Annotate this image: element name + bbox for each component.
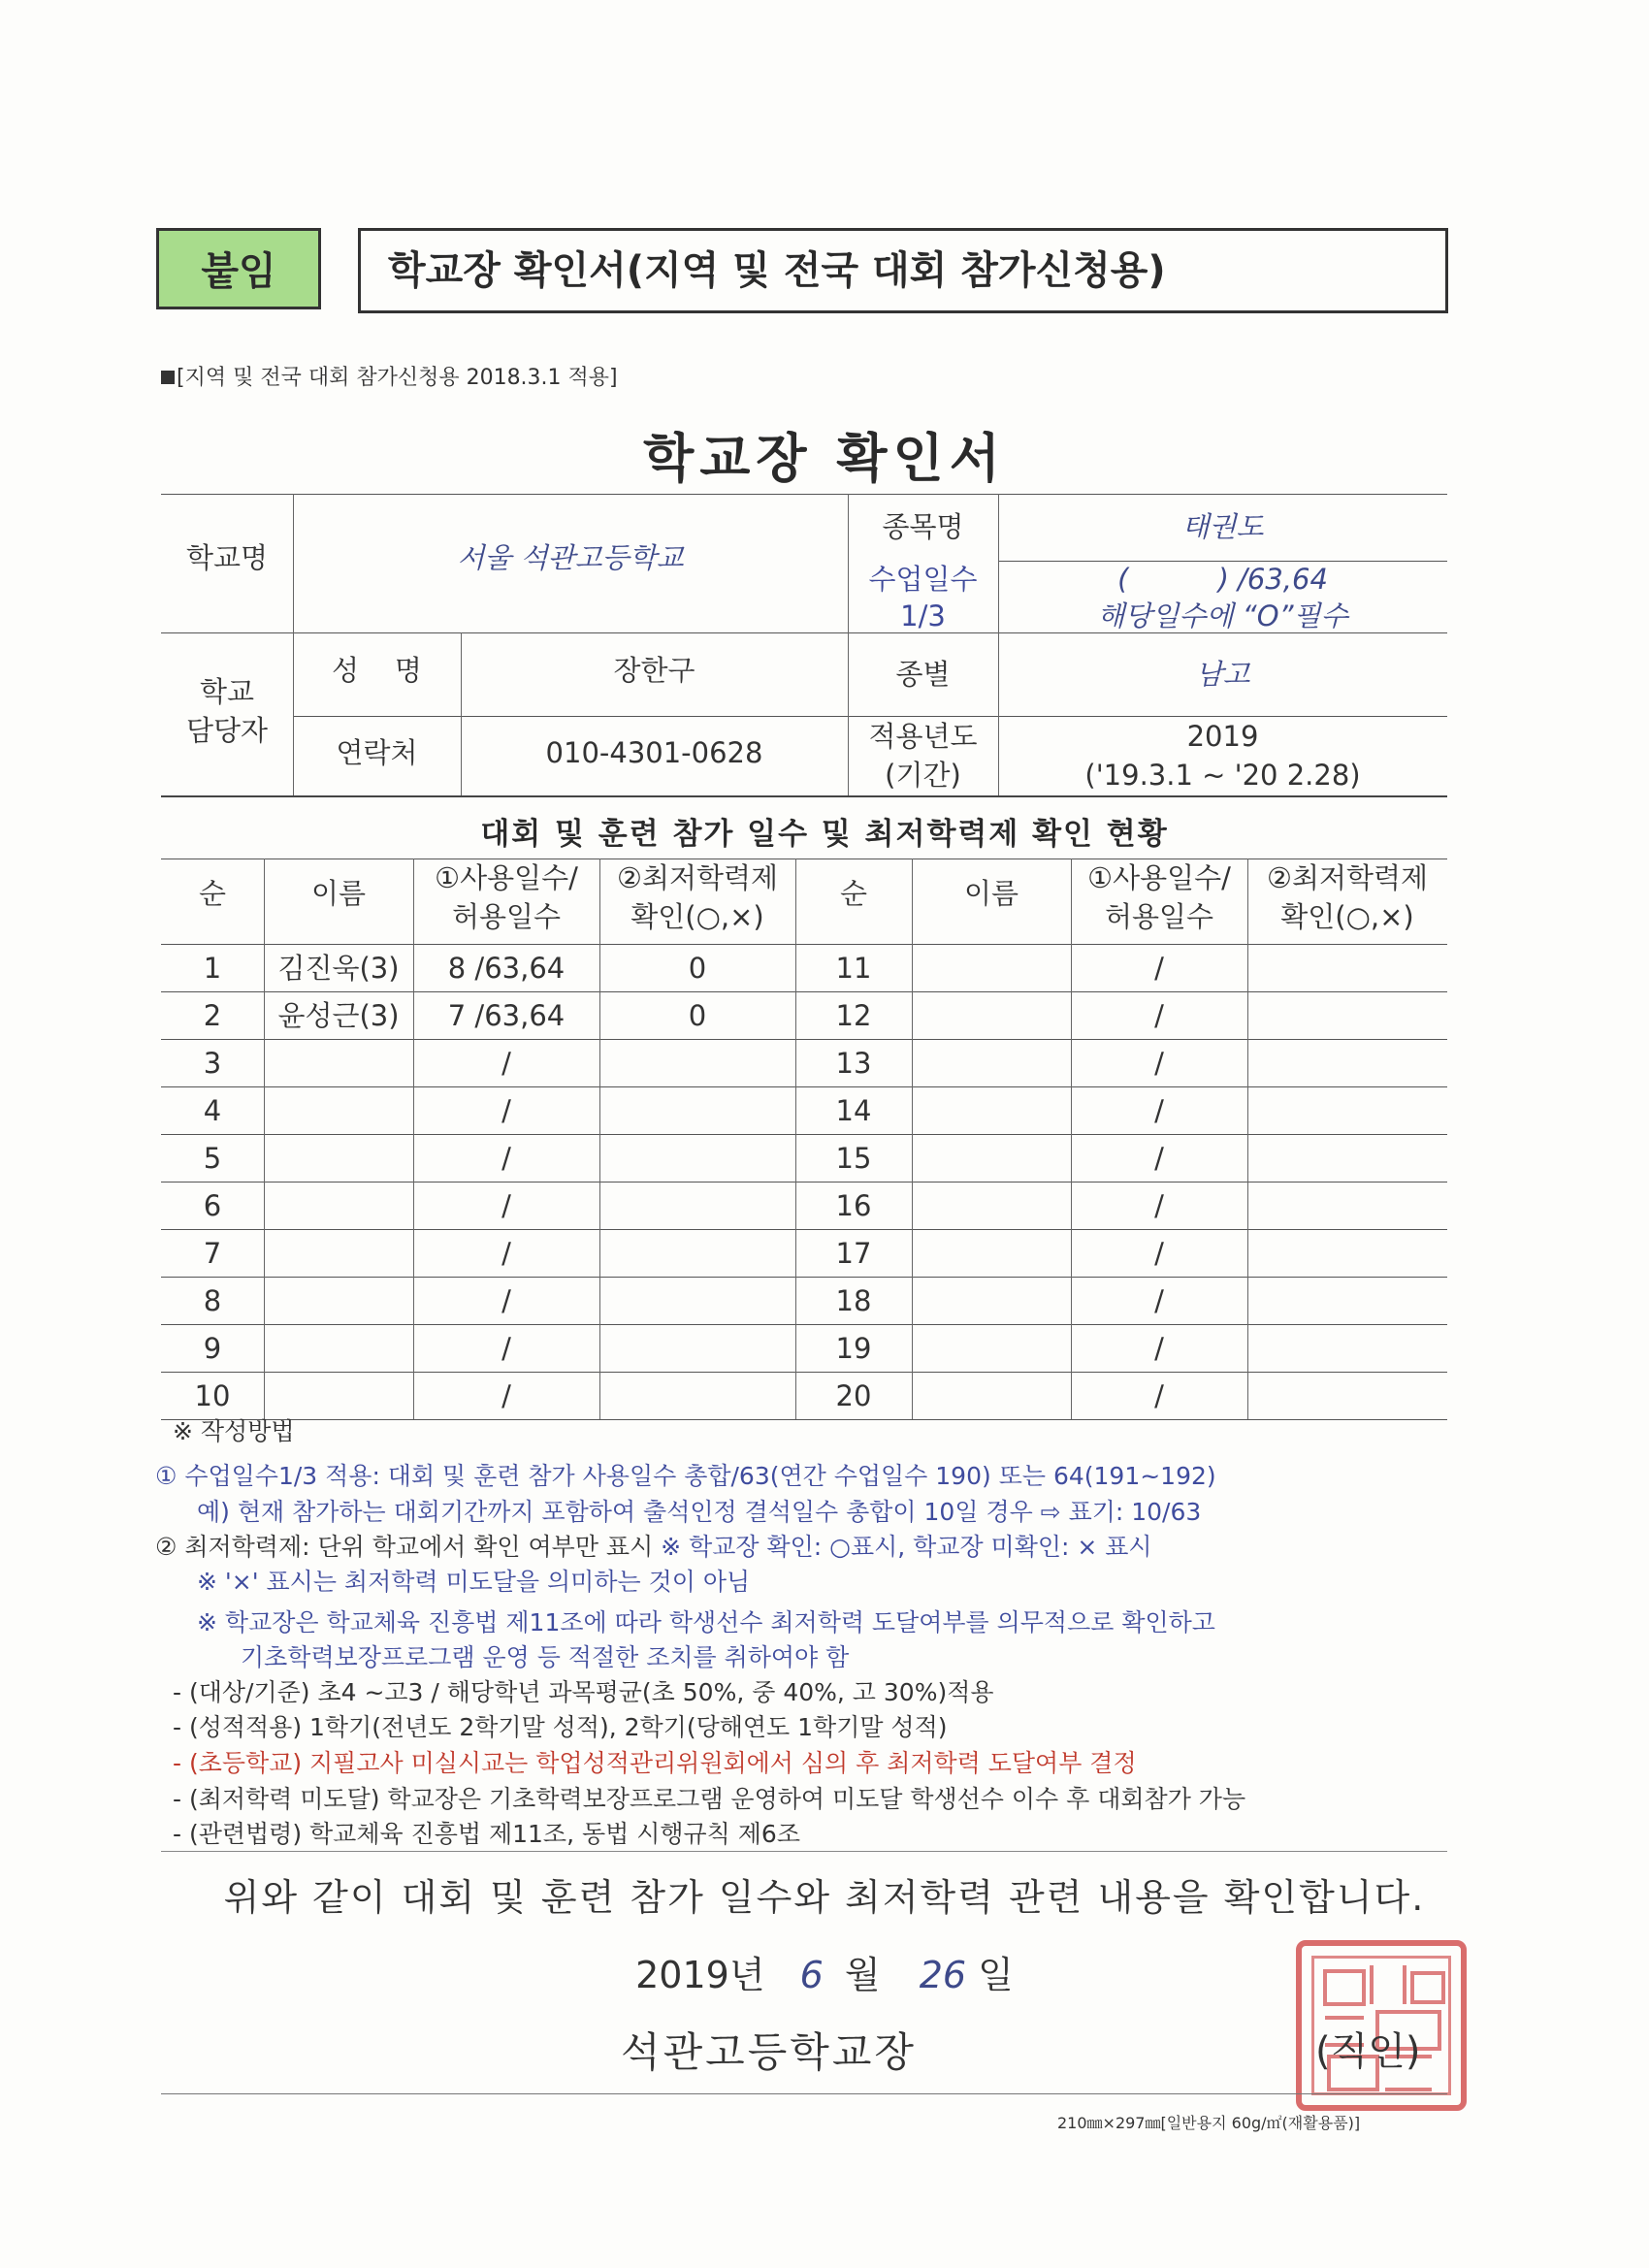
- row-number: 12: [835, 999, 872, 1032]
- applicability-text: [지역 및 전국 대회 참가신청용 2018.3.1 적용]: [177, 366, 618, 390]
- class-days-instruction: 해당일수에 “O”필수: [1097, 599, 1348, 632]
- table-border: [161, 1419, 1447, 1420]
- used-days: /: [501, 1189, 511, 1222]
- footer-line: [161, 2093, 1447, 2094]
- table-border: [161, 1372, 1447, 1373]
- signer-title: 석관고등학교장: [621, 2028, 918, 2076]
- period-value: ('19.3.1 ~ '20 2.28): [1084, 759, 1361, 792]
- square-bullet-icon: [161, 371, 175, 384]
- row-number: 10: [194, 1379, 231, 1412]
- row-number: 7: [203, 1237, 222, 1270]
- staff-name-value: 장한구: [613, 654, 695, 687]
- school-label: 학교명: [185, 541, 269, 574]
- class-days-value: ( ) /63,64: [1117, 563, 1328, 596]
- note-4: ※ 학교장은 학교체육 진흥법 제11조에 따라 학생선수 최저학력 도달여부를 의무적으로 확인하고: [197, 1608, 1215, 1636]
- row-number: 2: [203, 999, 222, 1032]
- row-number: 3: [203, 1047, 222, 1080]
- paper-spec: 210㎜×297㎜[일반용지 60g/㎡(재활용품)]: [1057, 2114, 1361, 2132]
- school-value: 서울 석관고등학교: [457, 541, 684, 574]
- table-border: [161, 494, 1447, 495]
- used-days: /: [1154, 1047, 1164, 1080]
- row-number: 4: [203, 1094, 222, 1127]
- note-1-example: 예) 현재 참가하는 대회기간까지 포함하여 출석인정 결석일수 총합이 10일 경우 ⇨ 표기: 10/63: [197, 1498, 1202, 1526]
- header-name-right: 이름: [963, 877, 1019, 910]
- section-title: 대회 및 훈련 참가 일수 및 최저학력제 확인 현황: [480, 817, 1169, 852]
- class-days-fraction: 1/3: [900, 599, 946, 632]
- row-number: 8: [203, 1284, 222, 1317]
- table-border: [161, 795, 1447, 797]
- note-2-text: ② 최저학력제: 단위 학교에서 확인 여부만 표시: [155, 1533, 662, 1561]
- note-2: [155, 1530, 1152, 1565]
- date-day-unit: 일: [978, 1954, 1014, 1996]
- page-title: 학교장 확인서: [643, 428, 1006, 489]
- header-used-left-1: ①사용일수/: [435, 861, 578, 894]
- row-number: 16: [835, 1189, 872, 1222]
- row-number: 14: [835, 1094, 872, 1127]
- header-min-left-1: ②최저학력제: [616, 861, 779, 894]
- row-number: 17: [835, 1237, 872, 1270]
- year-value: 2019: [1186, 720, 1259, 753]
- used-days: /: [501, 1094, 511, 1127]
- row-number: 5: [203, 1142, 222, 1175]
- table-border: [161, 1086, 1447, 1087]
- note-2-marks: ※ 학교장 확인: ○표시, 학교장 미확인: × 표시: [661, 1533, 1152, 1561]
- date-year: 2019년: [635, 1954, 765, 1996]
- gender-value: 남고: [1195, 658, 1250, 691]
- student-name: 윤성근(3): [277, 999, 400, 1032]
- used-days: /: [501, 1332, 511, 1365]
- used-days: /: [501, 1284, 511, 1317]
- note-5: - (대상/기준) 초4 ~고3 / 해당학년 과목평균(초 50%, 중 40%, 고 30%)적용: [173, 1678, 994, 1706]
- date-day: 26: [919, 1954, 967, 1996]
- table-border: [293, 716, 1447, 717]
- header-min-left-2: 확인(○,×): [630, 900, 764, 933]
- table-border: [161, 1182, 1447, 1183]
- table-border: [161, 1134, 1447, 1135]
- row-number: 13: [835, 1047, 872, 1080]
- sport-value: 태권도: [1181, 510, 1264, 543]
- table-border: [264, 859, 265, 1419]
- row-number: 1: [203, 952, 222, 985]
- applicability-note: [161, 361, 618, 391]
- used-days: /: [1154, 1142, 1164, 1175]
- used-days: /: [1154, 999, 1164, 1032]
- note-9: - (관련법령) 학교체육 진흥법 제11조, 동법 시행규칙 제6조: [173, 1820, 800, 1848]
- used-days: /: [1154, 1237, 1164, 1270]
- note-8: - (최저학력 미도달) 학교장은 기초학력보장프로그램 운영하여 미도달 학생선수 이수 후 대회참가 가능: [173, 1785, 1246, 1813]
- row-number: 18: [835, 1284, 872, 1317]
- table-border: [1247, 859, 1248, 1419]
- header-name-left: 이름: [310, 877, 367, 910]
- gender-label: 종별: [895, 658, 951, 691]
- header-used-left-2: 허용일수: [451, 900, 562, 933]
- table-border: [161, 1324, 1447, 1325]
- header-used-right-1: ①사용일수/: [1087, 861, 1231, 894]
- table-border: [161, 944, 1447, 945]
- used-days: /: [1154, 1379, 1164, 1412]
- table-border: [161, 1229, 1447, 1230]
- table-border: [161, 991, 1447, 992]
- table-border: [161, 1277, 1447, 1278]
- contact-label: 연락처: [336, 736, 418, 769]
- class-days-label: 수업일수: [868, 563, 978, 596]
- notes-heading: ※ 작성방법: [173, 1417, 295, 1445]
- row-number: 15: [835, 1142, 872, 1175]
- used-days: /: [1154, 1332, 1164, 1365]
- row-number: 19: [835, 1332, 872, 1365]
- row-number: 20: [835, 1379, 872, 1412]
- note-7: - (초등학교) 지필고사 미실시교는 학업성적관리위원회에서 심의 후 최저학력 도달여부 결정: [173, 1749, 1137, 1777]
- attachment-badge: 붙임: [156, 228, 321, 309]
- used-days: /: [501, 1142, 511, 1175]
- used-days: /: [501, 1047, 511, 1080]
- note-1: ① 수업일수1/3 적용: 대회 및 훈련 참가 사용일수 총합/63(연간 수업일수 190) 또는 64(191~192): [155, 1462, 1216, 1490]
- row-number: 6: [203, 1189, 222, 1222]
- contact-value: 010-4301-0628: [545, 736, 763, 769]
- confirmation-statement: 위와 같이 대회 및 훈련 참가 일수와 최저학력 관련 내용을 확인합니다.: [223, 1876, 1426, 1919]
- seal-label: (직인): [1315, 2029, 1421, 2074]
- header-no-left: 순: [198, 877, 226, 910]
- used-days: /: [1154, 1189, 1164, 1222]
- note-4-cont: 기초학력보장프로그램 운영 등 적절한 조치를 취하여야 함: [241, 1643, 850, 1671]
- used-days: /: [1154, 1284, 1164, 1317]
- date-month: 6: [799, 1954, 824, 1996]
- year-label-line2: (기간): [885, 759, 961, 792]
- header-min-right-2: 확인(○,×): [1280, 900, 1414, 933]
- row-number: 9: [203, 1332, 222, 1365]
- table-border: [161, 1039, 1447, 1040]
- year-label-line1: 적용년도: [868, 720, 978, 753]
- note-3: ※ '×' 표시는 최저학력 미도달을 의미하는 것이 아님: [197, 1568, 751, 1596]
- header-min-right-1: ②최저학력제: [1266, 861, 1429, 894]
- document-header-title: 학교장 확인서(지역 및 전국 대회 참가신청용): [358, 228, 1448, 313]
- staff-label-line2: 담당자: [185, 714, 269, 747]
- divider: [161, 1851, 1447, 1852]
- table-border: [599, 859, 600, 1419]
- min-grade-check: 0: [688, 999, 707, 1032]
- used-days: 8 /63,64: [447, 952, 566, 985]
- header-used-right-2: 허용일수: [1104, 900, 1214, 933]
- used-days: 7 /63,64: [447, 999, 566, 1032]
- used-days: /: [1154, 952, 1164, 985]
- name-label: 성 명: [332, 654, 422, 687]
- staff-label-line1: 학교: [199, 675, 255, 708]
- used-days: /: [501, 1237, 511, 1270]
- student-name: 김진욱(3): [277, 952, 400, 985]
- used-days: /: [1154, 1094, 1164, 1127]
- note-6: - (성적적용) 1학기(전년도 2학기말 성적), 2학기(당해연도 1학기말 성적): [173, 1713, 948, 1741]
- row-number: 11: [835, 952, 872, 985]
- used-days: /: [501, 1379, 511, 1412]
- table-border: [912, 859, 913, 1419]
- sport-label: 종목명: [882, 510, 964, 543]
- header-no-right: 순: [839, 877, 867, 910]
- min-grade-check: 0: [688, 952, 707, 985]
- date-month-unit: 월: [844, 1954, 881, 1996]
